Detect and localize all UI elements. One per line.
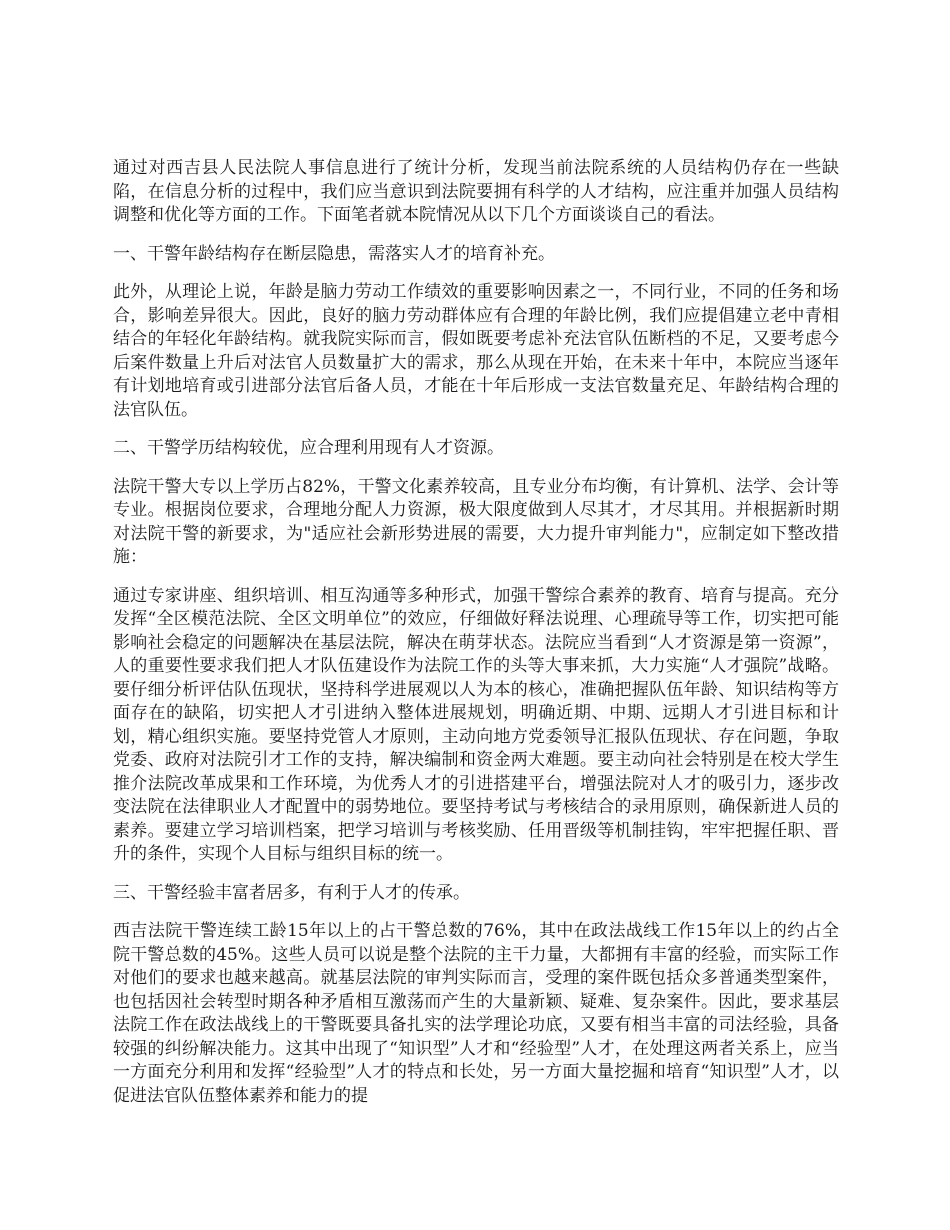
section-2-paragraph-2: 通过专家讲座、组织培训、相互沟通等多种形式，加强干警综合素养的教育、培育与提高。充分发挥“全区模范法院、全区文明单位”的效应，仔细做好释法说理、心理疏导等工作，切实把可能影响社会稳定的问题解决在基层法院，解决在萌芽状态。法院应当看到“人才资源是第一资源”，人的重要性要求我们把人才队伍建设作为法院工作的头等大事来抓，大力实施“人才强院”战略。要仔细分析评估队伍现状，坚持科学进展观以人为本的核心，准确把握队伍年龄、知识结构等方面存在的缺陷，切实把人才引进纳入整体进展规划，明确近期、中期、远期人才引进目标和计划，精心组织实施。要坚持党管人才原则，主动向地方党委领导汇报队伍现状、存在问题，争取党委、政府对法院引才工作的支持，解决编制和资金两大难题。要主动向社会特别是在校大学生推介法院改革成果和工作环境，为优秀人才的引进搭建平台，增强法院对人才的吸引力，逐步改变法院在法律职业人才配置中的弱势地位。要坚持考试与考核结合的录用原则，确保新进人员的素养。要建立学习培训档案，把学习培训与考核奖励、任用晋级等机制挂钩，牢牢把握任职、晋升的条件，实现个人目标与组织目标的统一。	[113, 585, 839, 864]
section-1-paragraph: 此外，从理论上说，年龄是脑力劳动工作绩效的重要影响因素之一，不同行业，不同的任务和场合，影响差异很大。因此，良好的脑力劳动群体应有合理的年龄比例，我们应提倡建立老中青相结合的年轻化年龄结构。就我院实际而言，假如既要考虑补充法官队伍断档的不足，又要考虑今后案件数量上升后对法官人员数量扩大的需求，那么从现在开始，在未来十年中，本院应当逐年有计划地培育或引进部分法官后备人员，才能在十年后形成一支法官数量充足、年龄结构合理的法官队伍。	[113, 282, 839, 420]
section-heading-2: 二、干警学历结构较优，应合理利用现有人才资源。	[113, 438, 504, 458]
section-2-paragraph-1: 法院干警大专以上学历占82%，干警文化素养较高，且专业分布均衡，有计算机、法学、会计等专业。根据岗位要求，合理地分配人力资源，极大限度做到人尽其才，才尽其用。并根据新时期对法院干警的新要求，为"适应社会新形势进展的需要，大力提升审判能力"，应制定如下整改措施：	[113, 476, 839, 567]
section-3-paragraph: 西吉法院干警连续工龄15年以上的占干警总数的76%，其中在政法战线工作15年以上的约占全院干警总数的45%。这些人员可以说是整个法院的主干力量，大都拥有丰富的经验，而实际工作对他们的要求也越来越高。就基层法院的审判实际而言，受理的案件既包括众多普通类型案件，也包括因社会转型时期各种矛盾相互激荡而产生的大量新颖、疑难、复杂案件。因此，要求基层法院工作在政法战线上的干警既要具备扎实的法学理论功底，又要有相当丰富的司法经验，具备较强的纠纷解决能力。这其中出现了“知识型”人才和“经验型”人才，在处理这两者关系上，应当一方面充分利用和发挥“经验型”人才的特点和长处，另一方面大量挖掘和培育“知识型”人才，以促进法官队伍整体素养和能力的提	[113, 921, 839, 1106]
intro-paragraph: 通过对西吉县人民法院人事信息进行了统计分析，发现当前法院系统的人员结构仍存在一些缺陷，在信息分析的过程中，我们应当意识到法院要拥有科学的人才结构，应注重并加强人员结构调整和优化等方面的工作。下面笔者就本院情况从以下几个方面谈谈自己的看法。	[113, 158, 839, 225]
section-heading-3: 三、干警经验丰富者居多，有利于人才的传承。	[113, 882, 470, 903]
document-body	[113, 157, 839, 1123]
section-heading-1: 一、干警年龄结构存在断层隐患，需落实人才的培育补充。	[113, 243, 555, 264]
